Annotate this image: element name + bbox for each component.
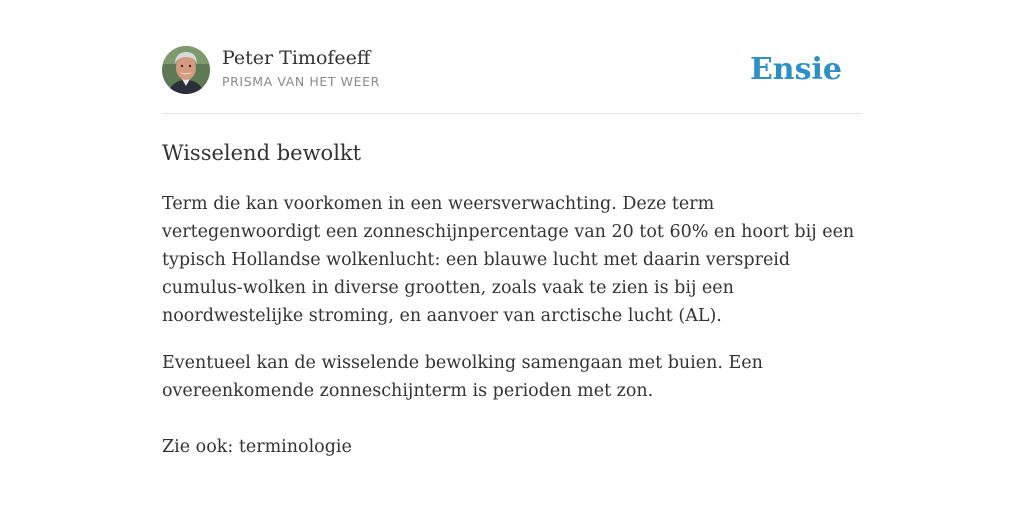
author-portrait-icon [162, 46, 210, 94]
ensie-logo[interactable]: Ensie [749, 52, 842, 87]
author-source[interactable]: PRISMA VAN HET WEER [222, 74, 380, 89]
entry-title: Wisselend bewolkt [162, 141, 362, 165]
see-also-label: Zie ook: [162, 437, 234, 457]
entry-body [162, 190, 862, 424]
entry-paragraph: Term die kan voorkomen in een weersverwachting. Deze term vertegenwoordigt een zonneschijnpercentage van 20 tot 60% en hoort bij een typisch Hollandse wolkenlucht: een blauwe lucht met daarin verspreid cumulus-wolken in diverse grootten, zoals vaak te zien is bij een noordwestelijke stroming, en aanvoer van arctische lucht (AL). [162, 194, 855, 326]
see-also-link[interactable]: terminologie [238, 437, 352, 457]
entry-paragraph: Eventueel kan de wisselende bewolking samengaan met buien. Een overeenkomende zonneschijnterm is perioden met zon. [162, 353, 763, 401]
entry-header [162, 46, 862, 96]
entry-card [162, 0, 862, 512]
header-divider [162, 113, 862, 114]
author-name[interactable]: Peter Timofeeff [222, 47, 371, 69]
see-also [162, 433, 352, 461]
author-avatar[interactable] [162, 46, 210, 94]
